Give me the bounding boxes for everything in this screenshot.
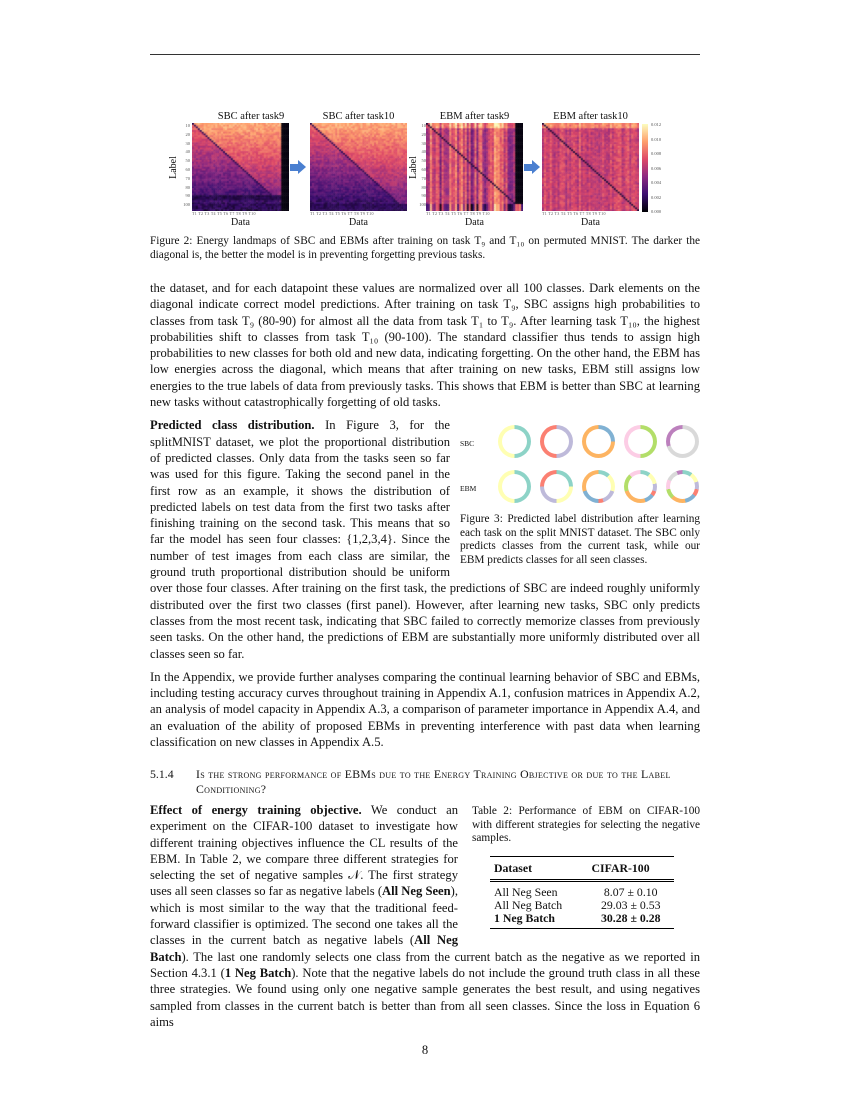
panel-xlabel: Data [349,217,368,228]
ytick: 80 [185,184,190,190]
table-2-caption: Table 2: Performance of EBM on CIFAR-100 with different strategies for selecting the negative samples. [472,805,700,844]
ytick: 50 [185,158,190,164]
ylabel-right: Label [407,156,419,179]
colorbar [642,124,648,212]
ytick: 90 [421,193,426,199]
donut-ebm-task1 [498,470,531,503]
colorbar-tick: 0.010 [651,136,662,142]
section-heading [150,767,700,796]
yticks-right [412,122,426,210]
xticks: T1 T2 T3 T4 T5 T6 T7 T8 T9 T10 [192,211,256,216]
donut-ebm-task3 [582,470,615,503]
table-header: Dataset [490,856,588,880]
strategy-name: All Neg Batch [150,933,458,964]
table-cell: 1 Neg Batch [490,912,588,929]
ytick: 30 [185,140,190,146]
table-cell: 29.03 ± 0.53 [600,897,661,912]
paragraph-text: In Figure 3, for the splitMNIST dataset, we plot the proportional distribution of predicted classes. Only data from the tasks seen so far was used for this figure. Taking the second panel in the first row as an example, it shows the distribution of predicted labels on test data from the first two tasks after finishing training on the second task. This means that so far the model has seen four classes: {1,2,3,4}. Since the number of test images from each class are similar, the ground truth proportional distribution should be uniform over those four classes. After training on the first task, the predictions of SBC are indeed roughly uniformly distributed over the first two classes (first panel). However, after learning new tasks, SBC only predicts classes from the most recent task, indicating that SBC failed to correctly memorize classes from previously seen tasks. On the other hand, the predictions of EBM are substantially more uniformly distributed over all classes seen so far. [150,418,700,661]
ytick: 60 [185,166,190,172]
ytick: 80 [421,184,426,190]
main-text [150,280,700,750]
ylabel-left: Label [167,156,179,179]
figure-3 [460,423,700,567]
colorbar-tick: 0.006 [651,165,662,171]
ytick: 100 [183,202,190,208]
table-2 [472,805,700,929]
ytick: 60 [421,166,426,172]
table-cell: All Neg Batch [494,897,563,912]
panel-xlabel: Data [231,217,250,228]
section-title: Is the strong performance of EBMs due to the Energy Training Objective or due to the Label Conditioning? [196,767,671,796]
donut-grid [460,423,700,513]
ytick: 50 [421,158,426,164]
table-cell: 8.07 ± 0.10 [603,884,658,899]
text: We conduct an experiment on the CIFAR-100 dataset to investigate how different training objectives influence the CL results of the EBM. In Table 2, we compare three different strategies for selecting the set of negative samples 𝒩. The first strategy uses all seen classes so far as negative labels ( [150,803,459,899]
arrow-icon [298,160,306,174]
colorbar-tick: 0.002 [651,194,662,200]
xticks: T1 T2 T3 T4 T5 T6 T7 T8 T9 T10 [310,211,374,216]
paragraph-heading: Predicted class distribution. [150,418,315,433]
donut-sbc-task2 [540,425,573,458]
donut-sbc-task1 [498,425,531,458]
colorbar-tick: 0.012 [651,122,662,127]
table-cell: 30.28 ± 0.28 [588,912,675,929]
section-text [150,802,700,1030]
text: ). The last one randomly selects one class from the current batch as the negative as we reported in Section 4.3.1 ( [150,949,700,980]
ytick: 10 [421,123,426,128]
results-table [490,856,674,929]
panel-title: SBC after task9 [217,111,285,122]
table-row [490,912,674,929]
colorbar-tick: 0.008 [651,151,662,156]
ytick: 10 [185,123,190,128]
paragraph-3: In the Appendix, we provide further analyses comparing the continual learning behavior of SBC and EBMs, including testing accuracy curves throughout training in Appendix A.1, confusion matrices in Appendix A.2, an analysis of model capacity in Appendix A.3, a comparison of parameter importance in Appendix A.4, and an evaluation of the ability of proposed EBMs in preventing interference with past data when learning classification on new classes in Appendix A.5. [150,669,700,750]
donut-sbc-task3 [582,425,615,458]
donut-sbc-task4 [624,425,657,458]
ytick: 40 [185,149,190,155]
figure-2 [167,110,690,232]
heatmap-canvas [542,123,639,211]
donut-ebm-task2 [540,470,573,503]
yticks-left [176,122,190,210]
text: ). Note that the negative labels do not include the ground truth class in all these three strategies. We found using only one negative sample generates the best result, and using negatives sampled from classes in the current batch is better than from all seen classes. Since the loss in Equation 6 aims [150,965,700,1029]
panel-title: EBM after task10 [553,111,628,122]
colorbar-tick: 0.004 [651,180,662,185]
xticks: T1 T2 T3 T4 T5 T6 T7 T8 T9 T10 [542,211,606,216]
ytick: 70 [421,175,426,181]
text: ), which is most similar to the way that the traditional feed-forward classifier is optimized. The second one takes all the classes in the current batch as negative labels ( [150,884,458,948]
xticks: T1 T2 T3 T4 T5 T6 T7 T8 T9 T10 [426,211,490,216]
figure-3-caption: Figure 3: Predicted label distribution after learning each task on the split MNIST dataset. The SBC only predicts classes from the current task, while our EBM predicts classes for all seen classes. [460,513,700,566]
ytick: 30 [421,140,426,146]
section-number: 5.1.4 [150,767,174,781]
strategy-name: 1 Neg Batch [224,965,292,980]
donut-sbc-task5 [666,425,699,458]
heatmap-canvas [426,123,523,211]
row-label-ebm: EBM [460,484,477,494]
donut-ebm-task5 [666,470,699,503]
colorbar-tick: 0.000 [651,209,662,214]
figure-2-caption: Figure 2: Energy landmaps of SBC and EBMs after training on task T₉ and T₁₀ on permuted MNIST. The darker the diagonal is, the better the model is in preventing forgetting previous tasks. [150,235,700,261]
paragraph-1: the dataset, and for each datapoint these values are normalized over all 100 classes. Dark elements on the diagonal indicate correct model predictions. After training on task T₉, SBC assigns high probabilities to classes from task T₉ (80-90) for almost all the data from task T₁ to T₉. After learning task T₁₀, the highest probabilities shift to classes from task T₁₀ (90-100). The standard classifier thus tends to assign high probabilities to new classes for both old and new data, indicating forgetting. On the other hand, the EBM has low energies across the diagonal, which means that after training on new tasks, EBM still assigns low energies to the true labels of data from previously tasks. This shows that EBM is better than SBC at learning new tasks without catastrophically forgetting of old tasks. [150,281,700,410]
heatmap-canvas [192,123,289,211]
donut-ebm-task4 [624,470,657,503]
header-rule [150,54,700,55]
table-row [490,880,674,899]
page-number: 8 [421,1043,429,1057]
ytick: 20 [421,131,426,137]
ytick: 90 [185,193,190,199]
panel-xlabel: Data [465,217,484,228]
ytick: 20 [185,131,190,137]
panel-title: SBC after task10 [322,111,395,122]
ytick: 40 [421,149,426,155]
table-cell: All Neg Seen [494,884,558,899]
panel-title: EBM after task9 [439,111,510,122]
ytick: 100 [419,202,426,208]
ytick: 70 [185,175,190,181]
arrow-icon [532,160,540,174]
row-label-sbc: SBC [460,439,475,449]
table-row [490,899,674,912]
paragraph-heading: Effect of energy training objective. [150,803,362,817]
panel-xlabel: Data [581,217,600,228]
heatmap-canvas [310,123,407,211]
table-header: CIFAR-100 [588,856,675,880]
strategy-name: All Neg Seen [382,884,451,899]
